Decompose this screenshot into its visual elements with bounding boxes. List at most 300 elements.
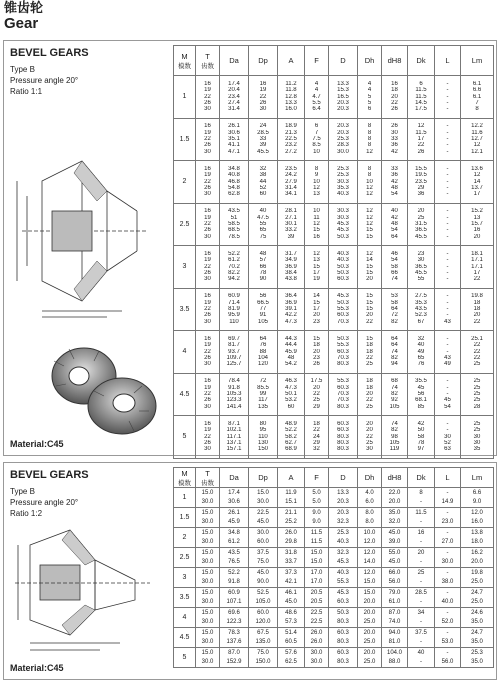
cell-value: 39.0 bbox=[388, 538, 401, 545]
cell-value: 8 bbox=[367, 142, 372, 149]
data-cell bbox=[408, 246, 435, 289]
data-cell bbox=[358, 628, 382, 648]
cell-value: 25.3 bbox=[337, 165, 349, 172]
cell-value: 40 bbox=[391, 208, 398, 215]
data-cell bbox=[461, 288, 494, 331]
cell-value: - bbox=[420, 618, 422, 625]
cell-value: 12.8 bbox=[285, 93, 297, 100]
data-cell bbox=[278, 568, 305, 588]
cell-value: 30 bbox=[204, 318, 211, 325]
cell-value: 20.0 bbox=[363, 630, 376, 636]
cell-value: 16 bbox=[204, 378, 211, 385]
cell-value: 80.3 bbox=[337, 433, 349, 440]
column-header bbox=[278, 46, 305, 76]
cell-value: 46 bbox=[391, 250, 398, 257]
cell-value: 15.5 bbox=[415, 165, 427, 172]
cell-value: 24.2 bbox=[285, 172, 297, 179]
data-cell bbox=[408, 528, 435, 548]
cell-value: 123.3 bbox=[226, 397, 242, 404]
cell-value: 29 bbox=[313, 439, 320, 446]
cell-value: - bbox=[446, 342, 449, 349]
module-group-row bbox=[174, 488, 494, 508]
module-value: 4.5 bbox=[174, 628, 196, 648]
cell-value: 27.2 bbox=[285, 148, 297, 155]
cell-value: - bbox=[446, 570, 449, 576]
cell-value: 16 bbox=[473, 227, 481, 234]
data-cell bbox=[435, 608, 461, 628]
cell-value: 91.8 bbox=[228, 578, 240, 585]
cell-value: 10 bbox=[313, 208, 320, 215]
data-cell bbox=[461, 528, 494, 548]
data-cell bbox=[382, 568, 408, 588]
cell-value: 25.1 bbox=[471, 335, 483, 342]
cell-value: 80.3 bbox=[337, 638, 349, 645]
column-label: Dk bbox=[416, 56, 426, 65]
cell-value: 8.0 bbox=[365, 510, 374, 516]
column-label: L bbox=[445, 56, 450, 65]
cell-value: 78.3 bbox=[228, 630, 240, 636]
data-cell bbox=[408, 488, 435, 508]
cell-value: 104.0 bbox=[386, 650, 402, 656]
cell-value: 12.0 bbox=[363, 538, 376, 545]
data-cell bbox=[196, 76, 220, 119]
data-cell bbox=[408, 608, 435, 628]
cell-value: 26 bbox=[204, 142, 211, 149]
cell-value: 16 bbox=[259, 80, 267, 87]
cell-value: 22 bbox=[204, 221, 211, 228]
module-value: 5 bbox=[174, 648, 196, 668]
cell-value: 12.0 bbox=[471, 510, 483, 516]
cell-value: 23.5 bbox=[415, 178, 427, 185]
cell-value: 48 bbox=[391, 221, 398, 228]
cell-value: 55.3 bbox=[337, 378, 349, 385]
cell-value: 30.0 bbox=[201, 558, 214, 565]
cell-value: 35.0 bbox=[471, 638, 483, 645]
cell-value: 74 bbox=[391, 348, 398, 355]
cell-value: 48.6 bbox=[285, 610, 297, 616]
cell-value: - bbox=[420, 518, 422, 525]
cell-value: 93.7 bbox=[228, 348, 240, 355]
cell-value: 29 bbox=[417, 184, 425, 191]
data-cell bbox=[435, 373, 461, 416]
data-cell bbox=[358, 608, 382, 628]
cell-value: 80.3 bbox=[337, 618, 349, 625]
cell-value: 36.9 bbox=[285, 263, 297, 270]
cell-value: 15.0 bbox=[201, 610, 214, 616]
cell-value: 37.5 bbox=[415, 630, 427, 636]
ratio-label: Ratio 1:1 bbox=[10, 87, 43, 96]
cell-value: 44 bbox=[259, 178, 267, 185]
cell-value: 12 bbox=[313, 184, 320, 191]
cell-value: 67.5 bbox=[257, 630, 269, 636]
cell-value: 14.9 bbox=[441, 498, 454, 505]
cell-value: 39 bbox=[287, 233, 295, 240]
cell-value: 7 bbox=[314, 129, 319, 136]
cell-value: 15.0 bbox=[201, 590, 214, 596]
data-cell bbox=[220, 648, 249, 668]
data-cell bbox=[329, 528, 358, 548]
cell-value: 117.1 bbox=[226, 433, 242, 440]
cell-value: 18 bbox=[366, 342, 373, 349]
data-cell bbox=[278, 648, 305, 668]
cell-value: 40.8 bbox=[228, 172, 240, 179]
data-cell bbox=[249, 331, 278, 374]
cell-value: - bbox=[446, 99, 449, 106]
column-header bbox=[174, 468, 196, 488]
cell-value: 90.0 bbox=[257, 578, 269, 585]
data-cell bbox=[249, 548, 278, 568]
cell-value: 122.3 bbox=[226, 618, 242, 625]
cell-value: 50.3 bbox=[337, 299, 349, 306]
cell-value: 69.6 bbox=[228, 610, 240, 616]
column-label: F bbox=[314, 473, 319, 482]
data-cell bbox=[329, 588, 358, 608]
column-label: Da bbox=[229, 56, 239, 65]
cell-value: - bbox=[446, 335, 449, 342]
cell-value: - bbox=[446, 123, 449, 130]
data-cell bbox=[278, 161, 305, 204]
data-cell bbox=[358, 416, 382, 459]
module-value: 2.5 bbox=[174, 203, 196, 246]
cell-value: 20 bbox=[366, 427, 373, 434]
data-cell bbox=[278, 608, 305, 628]
cell-value: 22 bbox=[204, 391, 211, 398]
cell-value: 20.3 bbox=[337, 106, 349, 113]
cell-value: 25.2 bbox=[285, 518, 297, 525]
cell-value: 135 bbox=[257, 403, 268, 410]
cell-value: 28.5 bbox=[415, 590, 427, 596]
column-label: D bbox=[340, 473, 346, 482]
cell-value: 98 bbox=[391, 433, 398, 440]
cell-value: 27.5 bbox=[415, 293, 427, 300]
module-group-row bbox=[174, 528, 494, 548]
cell-value: 22 bbox=[204, 306, 211, 313]
cell-value: 60.5 bbox=[285, 638, 297, 645]
cell-value: 110 bbox=[229, 318, 239, 325]
cell-value: 30.3 bbox=[337, 208, 349, 215]
cell-value: 55.0 bbox=[388, 550, 401, 556]
cell-value: 12.7 bbox=[471, 136, 483, 143]
cell-value: 24 bbox=[259, 123, 267, 130]
cell-value: 45.5 bbox=[415, 269, 427, 276]
data-cell bbox=[249, 488, 278, 508]
cell-value: 16 bbox=[417, 530, 425, 536]
data-cell bbox=[358, 568, 382, 588]
cell-value: 77 bbox=[259, 306, 267, 313]
cell-value: 72 bbox=[391, 312, 398, 319]
cell-value: 13.8 bbox=[471, 530, 483, 536]
cell-value: 30.0 bbox=[257, 498, 269, 505]
cell-value: 12.1 bbox=[471, 148, 483, 155]
data-cell bbox=[461, 161, 494, 204]
cell-value: 19 bbox=[204, 384, 211, 391]
column-header bbox=[435, 468, 461, 488]
cell-value: 13.3 bbox=[337, 80, 349, 87]
cell-value: 78 bbox=[259, 269, 267, 276]
cell-value: 56.0 bbox=[441, 658, 454, 665]
cell-value: 22 bbox=[204, 433, 211, 440]
cell-value: 61.2 bbox=[228, 257, 240, 264]
cell-value: 42.1 bbox=[285, 578, 297, 585]
cell-value: - bbox=[446, 293, 449, 300]
cell-value: - bbox=[446, 384, 449, 391]
cell-value: 54 bbox=[391, 227, 398, 234]
column-header bbox=[408, 46, 435, 76]
cell-value: - bbox=[446, 490, 449, 496]
cell-value: 19 bbox=[313, 276, 320, 283]
cell-value: 30 bbox=[444, 433, 451, 440]
cell-value: 13 bbox=[473, 214, 481, 221]
data-cell bbox=[278, 508, 305, 528]
cell-value: 23.2 bbox=[285, 142, 297, 149]
cell-value: 13.6 bbox=[471, 165, 483, 172]
cell-value: 109.7 bbox=[226, 354, 242, 361]
cell-value: 64 bbox=[259, 335, 267, 342]
module-group-row bbox=[174, 416, 494, 459]
cell-value: 20 bbox=[366, 312, 373, 319]
data-cell bbox=[358, 203, 382, 246]
cell-value: 50 bbox=[417, 427, 425, 434]
cell-value: 30 bbox=[417, 257, 425, 264]
module-group-row bbox=[174, 628, 494, 648]
data-cell bbox=[382, 608, 408, 628]
cell-value: 56 bbox=[259, 293, 267, 300]
data-cell bbox=[435, 588, 461, 608]
data-cell bbox=[249, 373, 278, 416]
cell-value: 6.4 bbox=[312, 106, 321, 113]
data-cell bbox=[196, 288, 220, 331]
data-cell bbox=[220, 118, 249, 161]
data-cell bbox=[278, 331, 305, 374]
cell-value: 8 bbox=[419, 490, 423, 496]
data-cell bbox=[220, 76, 249, 119]
cell-value: 53.2 bbox=[285, 397, 297, 404]
data-cell bbox=[461, 568, 494, 588]
data-cell bbox=[358, 331, 382, 374]
cell-value: 102.1 bbox=[226, 427, 242, 434]
cell-value: - bbox=[446, 427, 449, 434]
cell-value: 42.2 bbox=[285, 312, 297, 319]
cell-value: 16 bbox=[204, 123, 211, 130]
cell-value: 17.0 bbox=[310, 578, 323, 585]
column-label: L bbox=[445, 473, 450, 482]
cell-value: 42 bbox=[391, 178, 398, 185]
cell-value: 21.1 bbox=[285, 510, 297, 516]
data-cell bbox=[196, 203, 220, 246]
cell-value: 11.5 bbox=[310, 530, 323, 536]
data-cell bbox=[382, 508, 408, 528]
data-cell bbox=[435, 203, 461, 246]
data-cell bbox=[461, 76, 494, 119]
cell-value: 45.3 bbox=[337, 590, 349, 596]
data-cell bbox=[461, 331, 494, 374]
cell-value: 12 bbox=[366, 250, 373, 257]
cell-value: 42 bbox=[417, 420, 425, 427]
cell-value: 34.8 bbox=[228, 530, 240, 536]
module-value: 4 bbox=[174, 331, 196, 374]
cell-value: 25.0 bbox=[363, 618, 376, 625]
cell-value: 68 bbox=[391, 378, 398, 385]
cell-value: 26 bbox=[204, 99, 211, 106]
cell-value: 105.3 bbox=[226, 391, 242, 398]
cell-value: 34.8 bbox=[228, 165, 240, 172]
data-cell bbox=[329, 373, 358, 416]
panel-info bbox=[4, 463, 164, 679]
data-cell bbox=[461, 118, 494, 161]
module-group-row bbox=[174, 118, 494, 161]
cell-value: 35.3 bbox=[337, 184, 349, 191]
column-label: M bbox=[181, 468, 188, 478]
data-cell bbox=[278, 118, 305, 161]
cell-value: 49 bbox=[417, 348, 425, 355]
cell-value: 78.5 bbox=[228, 233, 240, 240]
cell-value: 22 bbox=[204, 178, 211, 185]
column-header bbox=[358, 468, 382, 488]
data-cell bbox=[196, 548, 220, 568]
column-header bbox=[196, 46, 220, 76]
cell-value: 50.3 bbox=[337, 269, 349, 276]
cell-value: 22.0 bbox=[388, 490, 401, 496]
cell-value: - bbox=[420, 558, 422, 565]
cell-value: 25.3 bbox=[337, 136, 349, 143]
cell-value: 20 bbox=[417, 208, 425, 215]
data-cell bbox=[408, 548, 435, 568]
cell-value: 62.5 bbox=[285, 658, 297, 665]
cell-value: 23 bbox=[417, 250, 425, 257]
column-header bbox=[461, 46, 494, 76]
cell-value: 22 bbox=[473, 342, 481, 349]
cell-value: 22.5 bbox=[257, 510, 269, 516]
cell-value: 26.1 bbox=[228, 123, 240, 130]
cell-value: 6.6 bbox=[472, 87, 482, 94]
cell-value: 25 bbox=[366, 439, 373, 446]
cell-value: 47.1 bbox=[228, 148, 240, 155]
cell-value: 26 bbox=[313, 361, 320, 368]
cell-value: 15.2 bbox=[471, 208, 483, 215]
cell-value: 20 bbox=[313, 312, 320, 319]
data-cell bbox=[408, 161, 435, 204]
module-group-row bbox=[174, 588, 494, 608]
column-label: Dk bbox=[416, 473, 426, 482]
module-group-row bbox=[174, 288, 494, 331]
cell-value: 45 bbox=[444, 397, 451, 404]
cell-value: 4.0 bbox=[365, 490, 374, 496]
data-cell bbox=[278, 628, 305, 648]
data-cell bbox=[461, 588, 494, 608]
module-value: 5 bbox=[174, 416, 196, 459]
cell-value: - bbox=[446, 250, 449, 257]
data-cell bbox=[358, 288, 382, 331]
cell-value: 36 bbox=[391, 142, 398, 149]
data-cell bbox=[329, 288, 358, 331]
data-cell bbox=[408, 331, 435, 374]
data-cell bbox=[220, 528, 249, 548]
cell-value: 91 bbox=[259, 312, 267, 319]
cell-value: 58.2 bbox=[285, 433, 297, 440]
cell-value: 37.5 bbox=[257, 550, 269, 556]
cell-value: 45.5 bbox=[415, 233, 427, 240]
cell-value: 105 bbox=[257, 318, 268, 325]
module-value: 4.5 bbox=[174, 373, 196, 416]
cell-value: 52.2 bbox=[228, 250, 240, 257]
data-cell bbox=[278, 588, 305, 608]
cell-value: 88.0 bbox=[388, 658, 401, 665]
cell-value: 157.1 bbox=[226, 446, 242, 453]
cell-value: 40.3 bbox=[337, 191, 349, 198]
cell-value: 15 bbox=[313, 263, 320, 270]
column-label: dH8 bbox=[387, 56, 402, 65]
data-cell bbox=[220, 246, 249, 289]
cell-value: 17.5 bbox=[310, 378, 323, 385]
cell-value: 30 bbox=[204, 191, 211, 198]
cell-value: 19 bbox=[204, 87, 211, 94]
cell-value: 6 bbox=[367, 106, 372, 113]
cell-value: 15.0 bbox=[257, 490, 269, 496]
cell-value: 31.5 bbox=[415, 221, 427, 228]
cell-value: 26.0 bbox=[285, 530, 297, 536]
cell-value: 25.0 bbox=[363, 638, 376, 645]
column-label: A bbox=[288, 473, 294, 482]
cell-value: 20.0 bbox=[471, 558, 483, 565]
cell-value: 14 bbox=[366, 257, 373, 264]
data-cell bbox=[382, 628, 408, 648]
data-cell bbox=[329, 246, 358, 289]
cell-value: 11.2 bbox=[285, 80, 297, 87]
cell-value: 23.0 bbox=[441, 518, 454, 525]
cell-value: 6.6 bbox=[472, 490, 482, 496]
cell-value: 54 bbox=[391, 257, 398, 264]
cell-value: 22 bbox=[366, 318, 373, 325]
data-cell bbox=[382, 288, 408, 331]
data-cell bbox=[382, 161, 408, 204]
cell-value: 45.3 bbox=[337, 227, 349, 234]
cell-value: 30 bbox=[204, 233, 211, 240]
cell-value: 30.6 bbox=[228, 129, 240, 136]
data-cell bbox=[329, 416, 358, 459]
data-cell bbox=[196, 331, 220, 374]
cell-value: 20.0 bbox=[388, 498, 401, 505]
cell-value: 25.0 bbox=[363, 658, 376, 665]
cell-value: - bbox=[446, 227, 449, 234]
data-cell bbox=[408, 568, 435, 588]
cell-value: 117 bbox=[258, 397, 268, 404]
cell-value: 11.5 bbox=[415, 510, 427, 516]
cell-value: 57.3 bbox=[285, 618, 297, 625]
cell-value: 12 bbox=[366, 221, 373, 228]
cell-value: - bbox=[446, 378, 449, 385]
cell-value: - bbox=[446, 348, 449, 355]
data-cell bbox=[435, 331, 461, 374]
cell-value: 74 bbox=[391, 420, 398, 427]
data-cell bbox=[329, 203, 358, 246]
cell-value: 18.1 bbox=[471, 250, 483, 257]
material-label: Material:C45 bbox=[10, 439, 64, 449]
module-value: 3 bbox=[174, 246, 196, 289]
cell-value: 36.5 bbox=[415, 227, 427, 234]
cell-value: 15.0 bbox=[201, 530, 214, 536]
cell-value: 85.5 bbox=[257, 384, 269, 391]
column-header bbox=[196, 468, 220, 488]
cell-value: 48 bbox=[287, 354, 295, 361]
data-cell bbox=[358, 508, 382, 528]
cell-value: 20.0 bbox=[363, 598, 376, 605]
data-cell bbox=[435, 416, 461, 459]
module-value: 2 bbox=[174, 528, 196, 548]
cell-value: 7 bbox=[475, 99, 479, 106]
cell-value: 43.5 bbox=[228, 550, 240, 556]
cell-value: 44.4 bbox=[285, 342, 297, 349]
cell-value: 26 bbox=[391, 106, 398, 113]
